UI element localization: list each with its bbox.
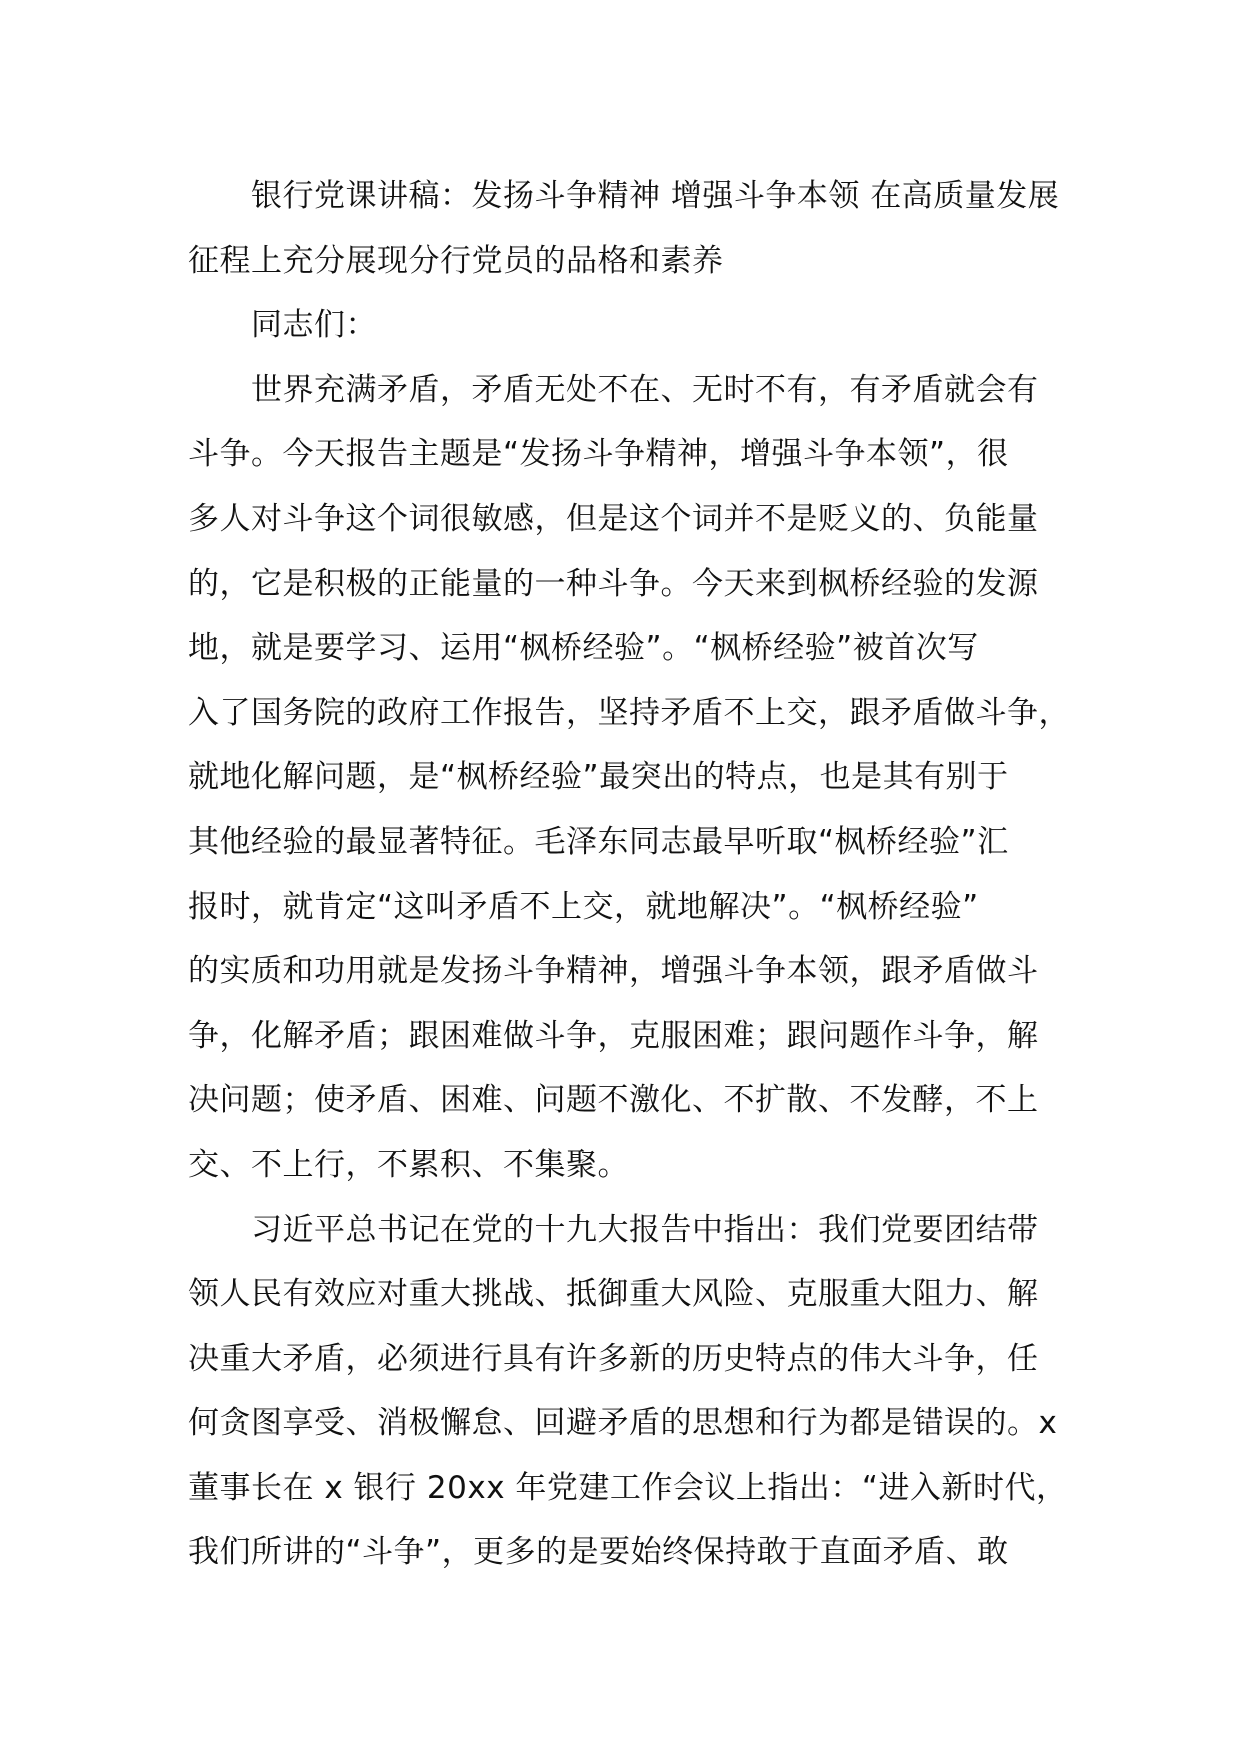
document-body bbox=[188, 164, 1068, 1585]
paragraph-1-line: 其他经验的最显著特征。毛泽东同志最早听取“枫桥经验”汇 bbox=[188, 823, 1009, 860]
paragraph-1-line: 交、不上行，不累积、不集聚。 bbox=[188, 1146, 629, 1183]
paragraph-1-line: 多人对斗争这个词很敏感，但是这个词并不是贬义的、负能量 bbox=[188, 500, 1039, 537]
paragraph-2-line: 决重大矛盾，必须进行具有许多新的历史特点的伟大斗争，任 bbox=[188, 1340, 1039, 1377]
paragraph-1-line: 决问题；使矛盾、困难、问题不激化、不扩散、不发酵，不上 bbox=[188, 1082, 1039, 1119]
salutation: 同志们： bbox=[251, 307, 377, 344]
paragraph-1-line: 报时，就肯定“这叫矛盾不上交，就地解决”。“枫桥经验” bbox=[188, 888, 979, 925]
paragraph-1-line: 就地化解问题，是“枫桥经验”最突出的特点，也是其有别于 bbox=[188, 759, 1009, 796]
paragraph-1-line: 争，化解矛盾；跟困难做斗争，克服困难；跟问题作斗争，解 bbox=[188, 1017, 1039, 1054]
paragraph-2-line: 我们所讲的“斗争”，更多的是要始终保持敢于直面矛盾、敢 bbox=[188, 1534, 1009, 1571]
paragraph-1-line: 的，它是积极的正能量的一种斗争。今天来到枫桥经验的发源 bbox=[188, 565, 1039, 602]
paragraph-1-line: 的实质和功用就是发扬斗争精神，增强斗争本领，跟矛盾做斗 bbox=[188, 953, 1039, 990]
paragraph-2-line: 领人民有效应对重大挑战、抵御重大风险、克服重大阻力、解 bbox=[188, 1276, 1039, 1313]
title-line-1: 银行党课讲稿：发扬斗争精神 增强斗争本领 在高质量发展 bbox=[251, 178, 1060, 214]
paragraph-2-line: 习近平总书记在党的十九大报告中指出：我们党要团结带 bbox=[251, 1211, 1039, 1248]
paragraph-1-line: 斗争。今天报告主题是“发扬斗争精神，增强斗争本领”，很 bbox=[188, 436, 1009, 473]
paragraph-2-line: 董事长在 x 银行 20xx 年党建工作会议上指出：“进入新时代， bbox=[188, 1469, 1068, 1506]
paragraph-1-line: 入了国务院的政府工作报告，坚持矛盾不上交，跟矛盾做斗争， bbox=[188, 694, 1070, 731]
paragraph-1-line: 世界充满矛盾，矛盾无处不在、无时不有，有矛盾就会有 bbox=[251, 371, 1039, 408]
paragraph-2-line: 何贪图享受、消极懈怠、回避矛盾的思想和行为都是错误的。x bbox=[188, 1405, 1058, 1442]
paragraph-1-line: 地，就是要学习、运用“枫桥经验”。“枫桥经验”被首次写 bbox=[188, 630, 979, 667]
title-line-2: 征程上充分展现分行党员的品格和素养 bbox=[188, 242, 724, 279]
